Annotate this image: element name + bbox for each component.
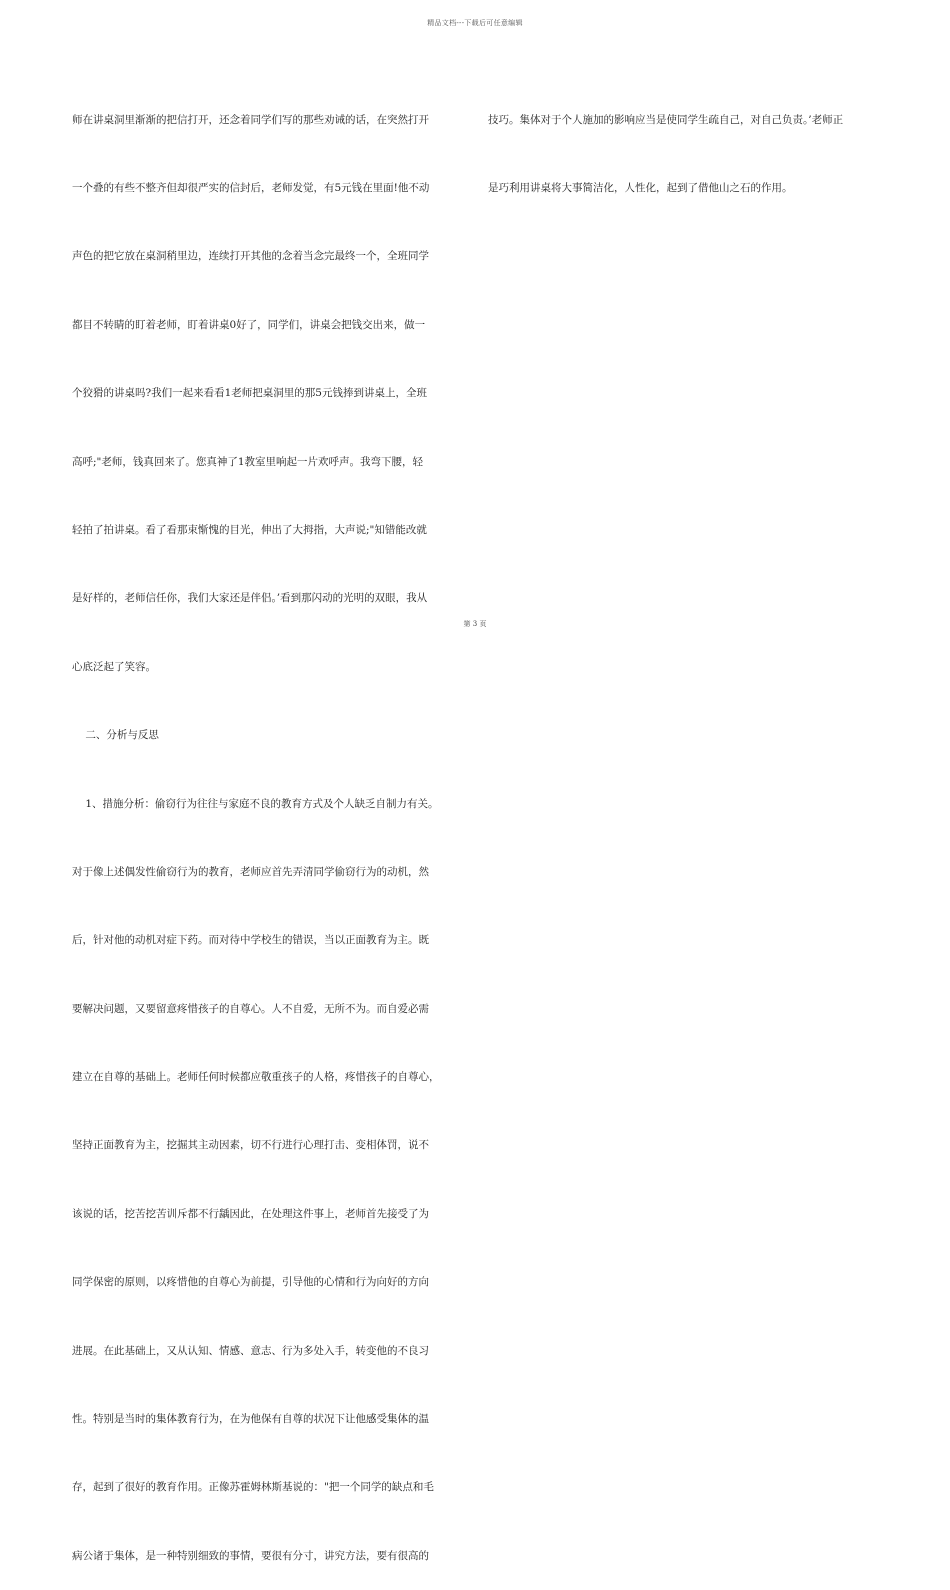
text-line: 心底泛起了笑容。 (72, 660, 156, 673)
text-line: 是好样的，老师信任你，我们大家还是伴侣。’看到那闪动的光明的双眼，我从 (72, 592, 428, 605)
text-line: 后，针对他的动机对症下药。而对待中学校生的错误，当以正面教育为主。既 (72, 934, 429, 947)
text-line: 要解决问题，又要留意疼惜孩子的自尊心。人不自爱，无所不为。而自爱必需 (72, 1002, 429, 1015)
text-line: 1、措施分析：偷窃行为往往与家庭不良的教育方式及个人缺乏自制力有关。 (72, 797, 439, 810)
text-line: 同学保密的原则，以疼惜他的自尊心为前提，引导他的心情和行为向好的方向 (72, 1276, 429, 1289)
text-line: 建立在自尊的基础上。老师任何时候都应敬重孩子的人格，疼惜孩子的自尊心， (72, 1071, 440, 1084)
text-line: 个狡猾的讲桌吗?我们一起来看看1老师把桌洞里的那5元钱捧到讲桌上，全班 (72, 387, 427, 400)
text-line: 该说的话，挖苦挖苦训斥都不行龋因此，在处理这件事上，老师首先接受了为 (72, 1207, 429, 1220)
text-line: 声色的把它放在桌洞稍里边，连续打开其他的念着当念完最终一个，全班同学 (72, 250, 429, 263)
right-text-column (488, 63, 888, 223)
text-line: 师在讲桌洞里渐渐的把信打开，还念着同学们写的那些劝诫的话，在突然打开 (72, 113, 429, 126)
page-number: 第 3 页 (463, 620, 487, 628)
page-header: 精品文档---下载后可任意编辑 (427, 19, 523, 27)
text-line: 性。特别是当时的集体教育行为，在为他保有自尊的状况下让他感受集体的温 (72, 1413, 429, 1426)
text-line: 技巧。集体对于个人施加的影响应当是使同学生疏自己，对自己负责。’老师正 (488, 113, 844, 126)
text-line: 是巧利用讲桌将大事简洁化，人性化，起到了借他山之石的作用。 (488, 181, 793, 194)
text-line: 对于像上述偶发性偷窃行为的教育，老师应首先弄清同学偷窃行为的动机，然 (72, 865, 429, 878)
section-heading: 二、分析与反思 (72, 729, 159, 742)
text-line: 坚持正面教育为主，挖掘其主动因素，切不行进行心理打击、变相体罚，说不 (72, 1139, 429, 1152)
text-line: 一个叠的有些不整齐但却很严实的信封后，老师发觉，有5元钱在里面!他不动 (72, 181, 430, 194)
text-line: 存，起到了很好的教育作用。正像苏霍姆林斯基说的："把一个同学的缺点和毛 (72, 1481, 434, 1494)
text-line: 都目不转睛的盯着老师，盯着讲桌0好了，同学们，讲桌会把钱交出来，做一 (72, 318, 426, 331)
text-line: 病公诸于集体，是一种特别细致的事情，要很有分寸，讲究方法，要有很高的 (72, 1549, 429, 1562)
text-line: 高呼;"老师，钱真回来了。您真神了1教室里响起一片欢呼声。我弯下腰，轻 (72, 455, 424, 468)
left-text-column (72, 63, 472, 1590)
text-line: 进展。在此基础上，又从认知、情感、意志、行为多处入手，转变他的不良习 (72, 1344, 429, 1357)
text-line: 轻拍了拍讲桌。看了看那束惭愧的目光，伸出了大拇指，大声说;"知错能改就 (72, 523, 427, 536)
